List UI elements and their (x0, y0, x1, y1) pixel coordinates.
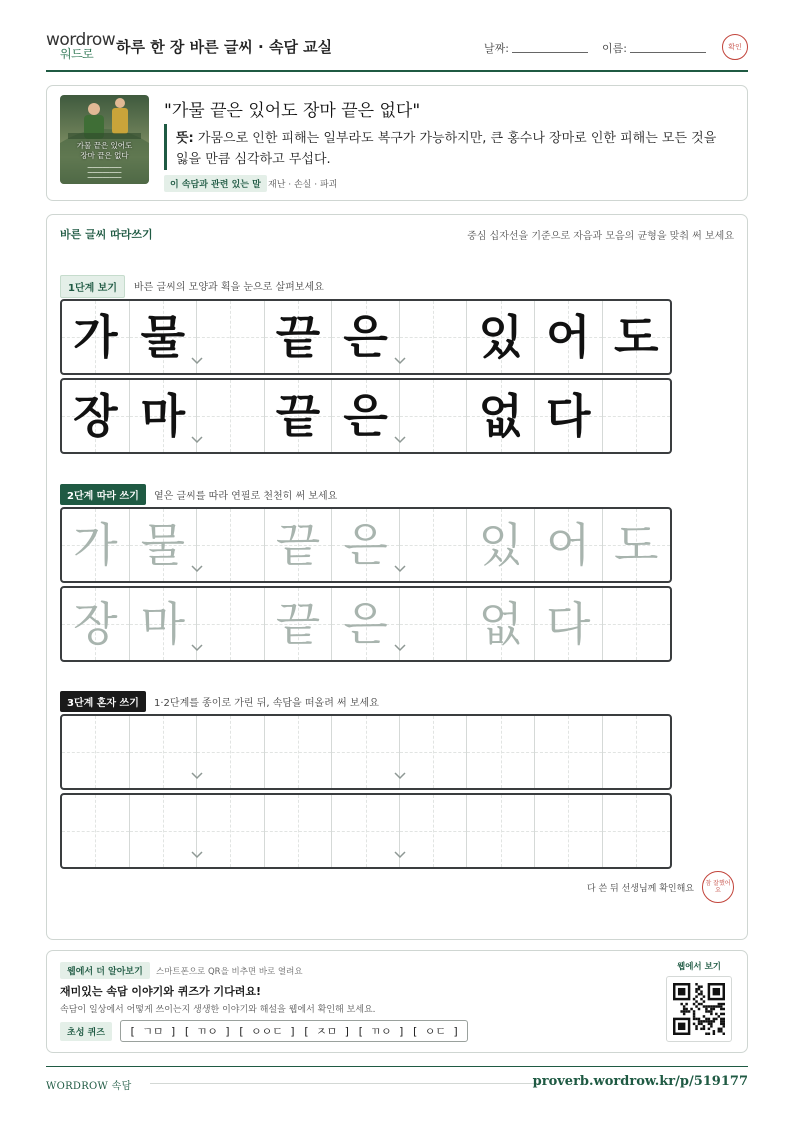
grid-character: 끝 (275, 389, 321, 443)
grid-cell[interactable] (603, 795, 671, 867)
grid-character: 장 (73, 597, 118, 651)
grid-character: 다 (546, 597, 591, 651)
grid-cell[interactable] (62, 588, 130, 660)
grid-cell[interactable] (535, 795, 603, 867)
footer-line (150, 1083, 540, 1084)
grid-cell (197, 301, 265, 373)
step-1-row-2 (60, 378, 672, 454)
grid-character: 마 (140, 389, 186, 443)
meaning-text: 가뭄으로 인한 피해는 일부라도 복구가 가능하지만, 큰 홍수나 장마로 인한 피해는 모든 것을 잃을 만큼 심각하고 무섭다. (176, 131, 717, 167)
web-description: 속담이 일상에서 어떻게 쓰이는지 생생한 이야기와 해설을 웹에서 확인해 보세요. (60, 1005, 376, 1015)
related-label: 이 속담과 관련 있는 말 (164, 175, 267, 192)
grid-character: 없 (478, 389, 523, 443)
web-small-text: 스마트폰으로 QR을 비추면 바로 열려요 (156, 967, 303, 977)
grid-character: 없 (478, 597, 523, 651)
step-1-desc: 바른 글씨의 모양과 획을 눈으로 살펴보세요 (134, 282, 324, 293)
word-space-icon (393, 432, 407, 446)
grid-cell[interactable] (467, 509, 535, 581)
footer-brand: WORDROW 속담 (46, 1081, 132, 1092)
word-space-icon (393, 561, 407, 575)
wordrow-logo[interactable] (46, 32, 115, 61)
grid-cell (603, 380, 671, 452)
grid-cell[interactable] (197, 588, 265, 660)
grid-character: 어 (546, 518, 591, 572)
grid-cell[interactable] (400, 588, 468, 660)
grid-cell[interactable] (265, 588, 333, 660)
grid-cell[interactable] (332, 716, 400, 788)
grid-cell[interactable] (603, 588, 671, 660)
web-headline: 재미있는 속담 이야기와 퀴즈가 기다려요! (60, 985, 261, 998)
grid-cell (332, 301, 400, 373)
grid-character: 마 (140, 597, 186, 651)
header-divider (46, 70, 748, 72)
grid-cell (130, 380, 198, 452)
quiz-answer-box: [ ㄱㅁ ] [ ㄲㅇ ] [ ㅇㅇㄷ ] [ ㅈㅁ ] [ ㄲㅇ ] [ ㅇㄷ ] (120, 1020, 468, 1042)
grid-cell[interactable] (603, 716, 671, 788)
grid-character: 가 (73, 310, 118, 364)
step-3-row-2[interactable] (60, 793, 672, 869)
grid-cell[interactable] (265, 795, 333, 867)
step-2-row-1[interactable] (60, 507, 672, 583)
grid-cell[interactable] (535, 716, 603, 788)
thumbnail-caption-line-1: 가물 끝은 있어도 (76, 141, 133, 150)
grid-character: 은 (343, 389, 388, 443)
grid-cell (535, 380, 603, 452)
grid-cell[interactable] (467, 716, 535, 788)
grid-cell[interactable] (197, 795, 265, 867)
grid-cell (265, 301, 333, 373)
qr-code[interactable] (666, 976, 732, 1042)
practice-title: 바른 글씨 따라쓰기 (60, 228, 153, 241)
name-label: 이름: (602, 42, 627, 55)
meaning-accent-bar (164, 124, 167, 170)
thumbnail-caption (60, 141, 149, 161)
word-space-icon (393, 768, 407, 782)
grid-cell (130, 301, 198, 373)
grid-character: 도 (614, 518, 659, 572)
grid-cell[interactable] (130, 509, 198, 581)
grid-cell[interactable] (467, 795, 535, 867)
proverb-thumbnail (60, 95, 149, 184)
grid-cell[interactable] (197, 509, 265, 581)
logo-sub-text: 워드로 (60, 47, 94, 61)
grid-cell (332, 380, 400, 452)
grid-cell (62, 301, 130, 373)
word-space-icon (190, 561, 204, 575)
related-words: 재난 · 손실 · 파괴 (268, 180, 338, 190)
name-field[interactable] (630, 41, 706, 53)
quiz-tag: 초성 퀴즈 (60, 1022, 112, 1041)
step-2-tag: 2단계 따라 쓰기 (60, 484, 146, 505)
grid-cell[interactable] (62, 795, 130, 867)
grid-character: 가 (73, 518, 118, 572)
grid-character: 있 (478, 518, 523, 572)
grid-cell[interactable] (535, 588, 603, 660)
proverb-title: "가물 끝은 있어도 장마 끝은 없다" (164, 101, 421, 121)
footer-url[interactable]: proverb.wordrow.kr/p/519177 (532, 1074, 748, 1089)
check-stamp-text: 확인 (728, 43, 742, 51)
practice-hint: 중심 십자선을 기준으로 자음과 모음의 균형을 맞춰 써 보세요 (467, 231, 734, 242)
thumbnail-fine-print: ━━━━━━━━━━━━━━ ━━━━━━━━━━━━━━ ━━━━━━━━━━━━━━ (87, 165, 122, 180)
date-label: 날짜: (484, 42, 509, 55)
grid-character: 어 (546, 310, 591, 364)
word-space-icon (190, 847, 204, 861)
grid-cell[interactable] (603, 509, 671, 581)
word-space-icon (393, 353, 407, 367)
check-stamp (722, 34, 748, 60)
grid-cell[interactable] (332, 509, 400, 581)
grid-character: 은 (343, 518, 388, 572)
step-1-row-1 (60, 299, 672, 375)
grid-cell (265, 380, 333, 452)
grid-character: 도 (614, 310, 659, 364)
footer-divider (46, 1066, 748, 1067)
grid-cell[interactable] (400, 509, 468, 581)
grid-character: 은 (343, 597, 388, 651)
confirm-text: 다 쓴 뒤 선생님께 확인해요 (586, 884, 694, 894)
grid-cell[interactable] (265, 716, 333, 788)
grid-cell[interactable] (130, 795, 198, 867)
grid-cell (467, 380, 535, 452)
step-2-desc: 옅은 글씨를 따라 연필로 천천히 써 보세요 (154, 491, 338, 502)
grid-cell[interactable] (332, 588, 400, 660)
praise-stamp-text: 참 잘했어요 (705, 880, 731, 894)
grid-cell[interactable] (332, 795, 400, 867)
grid-cell[interactable] (467, 588, 535, 660)
grid-cell[interactable] (400, 795, 468, 867)
grid-cell[interactable] (62, 716, 130, 788)
web-tag: 웹에서 더 알아보기 (60, 962, 150, 979)
grid-character: 끝 (275, 518, 321, 572)
praise-stamp (702, 871, 734, 903)
grid-cell[interactable] (130, 588, 198, 660)
grid-character: 다 (546, 389, 591, 443)
grid-cell[interactable] (400, 716, 468, 788)
word-space-icon (190, 432, 204, 446)
grid-character: 은 (343, 310, 388, 364)
grid-cell[interactable] (62, 509, 130, 581)
thumbnail-caption-line-2: 장마 끝은 없다 (80, 151, 129, 160)
grid-character: 물 (140, 518, 186, 572)
grid-cell[interactable] (197, 716, 265, 788)
word-space-icon (393, 847, 407, 861)
page-title: 하루 한 장 바른 글씨 · 속담 교실 (116, 38, 333, 56)
grid-cell (197, 380, 265, 452)
grid-character: 있 (478, 310, 523, 364)
date-field[interactable] (512, 41, 588, 53)
word-space-icon (190, 353, 204, 367)
step-3-tag: 3단계 혼자 쓰기 (60, 691, 146, 712)
step-3-row-1[interactable] (60, 714, 672, 790)
grid-character: 물 (140, 310, 186, 364)
grid-cell (400, 380, 468, 452)
grid-cell[interactable] (535, 509, 603, 581)
word-space-icon (190, 640, 204, 654)
logo-main-text: wordrow (46, 30, 116, 50)
meaning-label: 뜻: (176, 131, 194, 146)
grid-cell (603, 301, 671, 373)
step-3-desc: 1·2단계를 종이로 가린 뒤, 속담을 떠올려 써 보세요 (154, 698, 379, 709)
step-2-row-2[interactable] (60, 586, 672, 662)
grid-character: 장 (73, 389, 118, 443)
qr-code-icon (673, 983, 725, 1035)
word-space-icon (190, 768, 204, 782)
grid-cell[interactable] (130, 716, 198, 788)
qr-label: 웹에서 보기 (676, 962, 721, 972)
word-space-icon (393, 640, 407, 654)
grid-cell (400, 301, 468, 373)
grid-cell (467, 301, 535, 373)
step-1-tag: 1단계 보기 (60, 275, 125, 298)
grid-character: 끝 (275, 310, 321, 364)
grid-cell (535, 301, 603, 373)
proverb-meaning (176, 128, 721, 170)
grid-cell (62, 380, 130, 452)
grid-character: 끝 (275, 597, 321, 651)
grid-cell[interactable] (265, 509, 333, 581)
